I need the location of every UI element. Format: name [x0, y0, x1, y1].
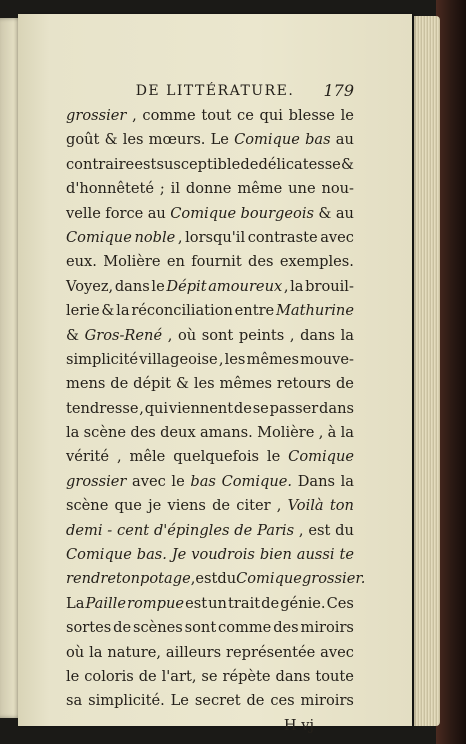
word: dans	[319, 399, 354, 417]
word: les	[193, 375, 215, 393]
word: La	[66, 594, 85, 612]
word: représentée	[226, 643, 316, 661]
text-line	[66, 250, 354, 274]
word: au	[147, 204, 166, 222]
word: Ces	[326, 594, 354, 612]
word: &	[101, 302, 115, 320]
word: mens	[66, 375, 106, 393]
word: le	[171, 472, 185, 490]
word: la	[340, 326, 354, 344]
text-line	[66, 689, 354, 713]
word: ,	[190, 570, 196, 588]
word: les	[122, 131, 144, 149]
word: des	[248, 253, 274, 271]
word: deux	[160, 424, 196, 442]
word: sont	[201, 326, 234, 344]
text-line	[66, 641, 354, 665]
italic-word: Voilà	[287, 497, 324, 515]
word: dépit	[133, 375, 172, 393]
italic-word: Je	[171, 546, 187, 564]
word: &	[318, 204, 332, 222]
italic-word: -	[107, 521, 113, 539]
word: mœurs.	[148, 131, 206, 149]
word: la	[116, 302, 130, 320]
word: entre	[234, 302, 275, 320]
word: contraire	[66, 155, 135, 173]
word: le	[151, 277, 165, 295]
word: sortes	[66, 619, 112, 637]
italic-word: voudrois	[191, 546, 255, 564]
word: se	[201, 667, 218, 685]
word: le	[340, 107, 354, 124]
word: de	[212, 497, 231, 515]
word: Molière	[257, 424, 315, 442]
word: les	[224, 350, 246, 368]
text-line	[66, 202, 354, 226]
italic-word: grossier.	[301, 570, 366, 588]
italic-word: d'épingles	[153, 521, 230, 539]
word: réconciliation	[131, 302, 233, 320]
word: dans	[114, 277, 150, 295]
word: trait	[228, 594, 261, 612]
book-page	[18, 14, 412, 734]
italic-word: demi	[66, 521, 103, 539]
word: de	[335, 375, 354, 393]
word: coloris	[84, 667, 134, 685]
word: à	[327, 424, 337, 442]
text-line	[66, 567, 366, 591]
word: même	[237, 180, 283, 198]
word: dans	[275, 667, 311, 685]
word: la	[340, 472, 354, 490]
word: mêmes	[219, 375, 272, 393]
word: scène	[83, 424, 127, 442]
word: ,	[276, 497, 282, 515]
word: simplicité	[66, 350, 139, 368]
italic-word: Comique.	[221, 472, 293, 490]
text-line	[66, 665, 354, 689]
text-line	[66, 470, 354, 494]
word: ,	[318, 424, 324, 442]
text-line	[66, 397, 354, 421]
word: qui	[144, 399, 169, 417]
italic-word: bien	[259, 546, 292, 564]
word: nature,	[107, 643, 161, 661]
text-line	[66, 592, 354, 616]
word: Le	[210, 131, 229, 149]
word: sont	[184, 619, 217, 637]
word: donne	[185, 180, 232, 198]
word: miroirs	[300, 619, 354, 637]
word: qui	[259, 107, 283, 124]
italic-word: Paris	[257, 521, 295, 539]
word: sa	[66, 692, 83, 710]
word: nou-	[321, 180, 354, 198]
word: où	[177, 326, 197, 344]
word: toute	[315, 667, 354, 685]
page-stack-edges	[414, 16, 440, 726]
word: de	[138, 667, 157, 685]
text-line	[66, 445, 354, 469]
word: où	[66, 643, 85, 661]
italic-word: bas	[305, 131, 331, 149]
word: Voyez,	[66, 277, 114, 295]
word: &	[340, 155, 354, 173]
word: peints	[238, 326, 285, 344]
word: est	[185, 594, 208, 612]
word: exemples.	[279, 253, 354, 271]
text-line	[66, 543, 354, 567]
word: Dans	[297, 472, 335, 490]
word: blesse	[288, 107, 335, 124]
word: tout	[201, 107, 232, 124]
word: secret	[194, 692, 241, 710]
text-line	[66, 324, 354, 348]
word: passer	[269, 399, 319, 417]
word: &	[66, 326, 79, 344]
word: le	[266, 448, 281, 466]
word: ailleurs	[165, 643, 222, 661]
word: ,	[139, 399, 144, 417]
word: de	[246, 692, 265, 710]
word: tendresse	[66, 399, 139, 417]
word: fournit	[191, 253, 242, 271]
word: de	[240, 155, 259, 173]
italic-word: bas.	[136, 546, 167, 564]
text-line	[66, 275, 354, 299]
italic-word: Dépit	[166, 277, 207, 295]
text-line	[66, 299, 354, 323]
word: je	[148, 497, 162, 515]
word: viennent	[168, 399, 234, 417]
word: des	[130, 424, 156, 442]
word: avec	[320, 643, 354, 661]
book-cover-edge	[436, 0, 466, 744]
italic-word: aussi	[296, 546, 335, 564]
word: brouil-	[305, 277, 354, 295]
italic-word: Gros-René	[84, 326, 163, 344]
page-number: 179	[323, 81, 354, 100]
italic-word: Comique	[288, 448, 354, 466]
word: avec	[320, 228, 354, 246]
text-line	[66, 519, 354, 543]
text-line	[66, 616, 354, 640]
italic-word: Comique	[66, 546, 132, 564]
text-line	[66, 494, 354, 518]
word: eux.	[66, 253, 97, 271]
word: génie.	[280, 594, 326, 612]
italic-word: bourgeois	[240, 204, 314, 222]
word: d'honnêteté	[66, 180, 154, 198]
word: est	[134, 155, 157, 173]
italic-word: grossier	[66, 472, 127, 490]
word: retours	[276, 375, 332, 393]
word: des	[273, 619, 299, 637]
text-line	[66, 226, 354, 250]
word: que	[114, 497, 142, 515]
word: ,	[167, 326, 173, 344]
running-header	[66, 78, 354, 104]
word: villageoise	[139, 350, 218, 368]
text-line	[66, 372, 354, 396]
word: Le	[170, 692, 189, 710]
word: quelquefois	[173, 448, 259, 466]
text-line	[66, 177, 354, 201]
word: est	[195, 570, 218, 588]
word: ce	[237, 107, 254, 124]
word: goût	[66, 131, 100, 149]
word: de	[261, 594, 280, 612]
text-line	[66, 153, 354, 177]
running-title: DE LITTÉRATURE.	[135, 83, 295, 99]
word: la	[66, 424, 80, 442]
word: avec	[132, 472, 166, 490]
italic-word: noble	[134, 228, 176, 246]
word: ces	[270, 692, 295, 710]
word: ,	[132, 107, 137, 124]
italic-word: Paille	[85, 594, 126, 612]
word: Molière	[103, 253, 161, 271]
word: mouve-	[300, 350, 354, 368]
word: ;	[159, 180, 165, 198]
word: ,	[289, 326, 295, 344]
word: amans.	[199, 424, 253, 442]
word: la	[89, 643, 103, 661]
word: répète	[222, 667, 271, 685]
word: force	[105, 204, 144, 222]
word: simplicité.	[88, 692, 165, 710]
text-line	[66, 348, 354, 372]
word: du	[217, 570, 237, 588]
italic-word: rompue	[127, 594, 185, 612]
page-text-block	[66, 78, 366, 738]
italic-word: Mathurine	[275, 302, 354, 320]
word: le	[66, 667, 80, 685]
word: au	[335, 204, 354, 222]
word: ,	[298, 521, 304, 539]
word: &	[175, 375, 189, 393]
text-line	[66, 104, 354, 128]
italic-word: bas	[190, 472, 216, 490]
word: comme	[142, 107, 196, 124]
word: &	[104, 131, 118, 149]
text-line	[66, 128, 354, 152]
text-line	[66, 421, 354, 445]
italic-word: amoureux	[208, 277, 283, 295]
body-text	[66, 104, 366, 714]
word: velle	[66, 204, 101, 222]
word: de	[113, 619, 132, 637]
italic-word: grossier	[66, 107, 127, 124]
word: il	[170, 180, 180, 198]
word: ,	[218, 350, 224, 368]
word: dans	[300, 326, 336, 344]
word: l'art,	[161, 667, 197, 685]
italic-word: ton	[329, 497, 354, 515]
word: mêmes	[246, 350, 299, 368]
word: lorsqu'il	[185, 228, 246, 246]
word: délicatesse	[258, 155, 341, 173]
word: au	[335, 131, 354, 149]
word: du	[335, 521, 354, 539]
italic-word: Comique	[170, 204, 237, 222]
word: comme	[218, 619, 272, 637]
word: citer	[236, 497, 271, 515]
word: de	[233, 399, 252, 417]
italic-word: ton	[115, 570, 141, 588]
italic-word: Comique	[234, 131, 300, 149]
italic-word: te	[339, 546, 354, 564]
italic-word: potage	[140, 570, 191, 588]
word: susceptible	[156, 155, 241, 173]
word: scène	[66, 497, 109, 515]
word: contraste	[247, 228, 318, 246]
italic-word: Comique	[236, 570, 302, 588]
word: est	[308, 521, 331, 539]
word: miroirs	[300, 692, 354, 710]
word: ,	[116, 448, 122, 466]
word: la	[340, 424, 354, 442]
italic-word: rendre	[66, 570, 116, 588]
word: vérité	[66, 448, 110, 466]
italic-word: Comique	[66, 228, 132, 246]
word: de	[110, 375, 129, 393]
word: un	[208, 594, 227, 612]
word: scènes	[132, 619, 183, 637]
signature-mark: H vj	[283, 716, 314, 734]
word: la	[290, 277, 304, 295]
word: ,	[177, 228, 183, 246]
word: se	[252, 399, 269, 417]
word: en	[166, 253, 185, 271]
word: ,	[283, 277, 289, 295]
italic-word: de	[234, 521, 253, 539]
word: viens	[167, 497, 206, 515]
word: mêle	[129, 448, 166, 466]
italic-word: cent	[117, 521, 150, 539]
word: une	[288, 180, 316, 198]
word: lerie	[66, 302, 100, 320]
